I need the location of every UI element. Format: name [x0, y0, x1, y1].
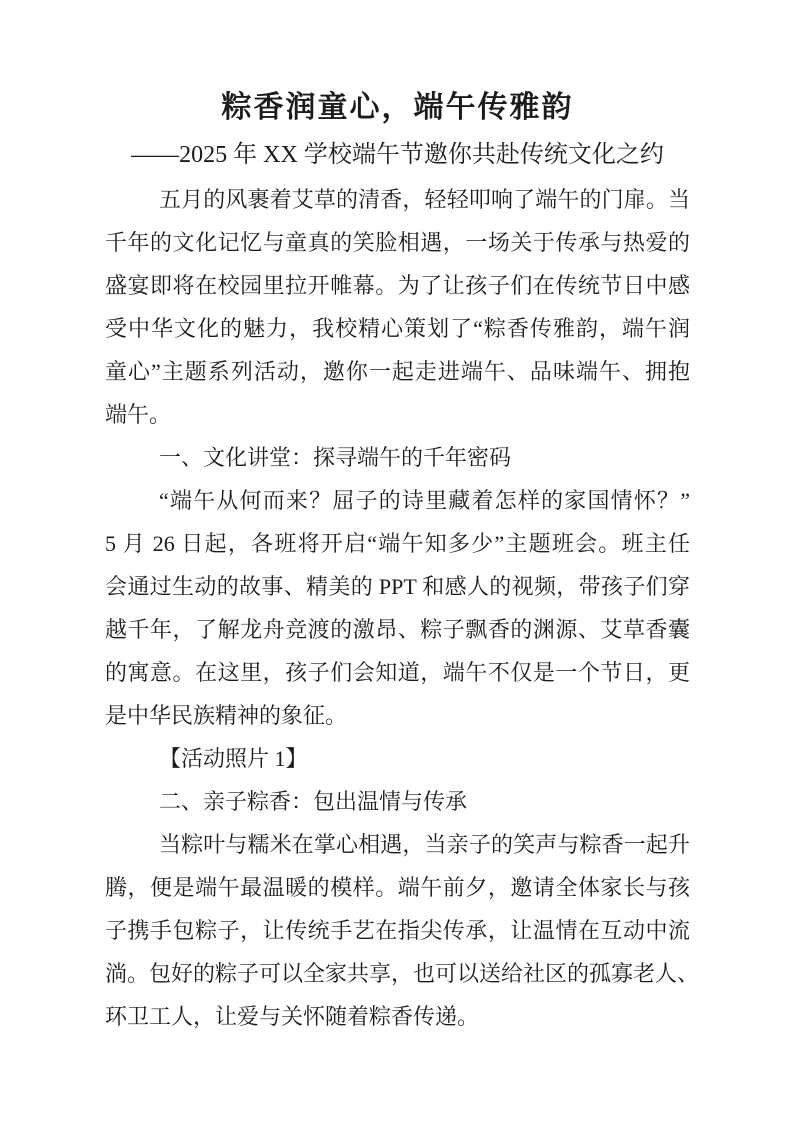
doc-line: 五月的风裹着艾草的清香，轻轻叩响了端午的门扉。当 [159, 187, 690, 212]
document-title: 粽香润童心，端午传雅韵 [221, 91, 574, 124]
doc-line: 二、亲子粽香：包出温情与传承 [159, 789, 468, 814]
document-subtitle: ——2025 年 XX 学校端午节邀你共赴传统文化之约 [131, 142, 664, 168]
section-heading [105, 436, 690, 479]
doc-line: 千年的文化记忆与童真的笑脸相遇，一场关于传承与热爱的 [105, 230, 690, 255]
doc-line: “端午从何而来？屈子的诗里藏着怎样的家国情怀？” [159, 488, 690, 513]
doc-line: 淌。包好的粽子可以全家共享，也可以送给社区的孤寡老人、 [105, 961, 700, 986]
doc-line: 环卫工人，让爱与关怀随着粽香传递。 [105, 1004, 480, 1029]
paragraph [105, 479, 690, 737]
section-heading [105, 780, 690, 823]
doc-line: 当粽叶与糯米在掌心相遇，当亲子的笑声与粽香一起升 [159, 832, 690, 857]
document-body [105, 178, 700, 1038]
photo-placeholder [105, 737, 690, 780]
paragraph [105, 823, 700, 1038]
doc-line: 一、文化讲堂：探寻端午的千年密码 [159, 445, 512, 470]
doc-line: 会通过生动的故事、精美的 PPT 和感人的视频，带孩子们穿 [105, 574, 690, 599]
doc-line: 端午。 [105, 402, 172, 427]
doc-line: 童心”主题系列活动，邀你一起走进端午、品味端午、拥抱 [105, 359, 690, 384]
doc-line: 盛宴即将在校园里拉开帷幕。为了让孩子们在传统节日中感 [105, 273, 690, 298]
doc-line: 是中华民族精神的象征。 [105, 703, 348, 728]
doc-line: 子携手包粽子，让传统手艺在指尖传承，让温情在互动中流 [105, 918, 690, 943]
doc-line: 5 月 26 日起，各班将开启“端午知多少”主题班会。班主任 [105, 531, 690, 556]
doc-line: 腾，便是端午最温暖的模样。端午前夕，邀请全体家长与孩 [105, 875, 690, 900]
doc-line: 【活动照片 1】 [159, 746, 308, 771]
paragraph [105, 178, 690, 436]
doc-line: 越千年，了解龙舟竞渡的激昂、粽子飘香的渊源、艾草香囊 [105, 617, 690, 642]
doc-line: 受中华文化的魅力，我校精心策划了“粽香传雅韵，端午润 [105, 316, 690, 341]
doc-line: 的寓意。在这里，孩子们会知道，端午不仅是一个节日，更 [105, 660, 690, 685]
